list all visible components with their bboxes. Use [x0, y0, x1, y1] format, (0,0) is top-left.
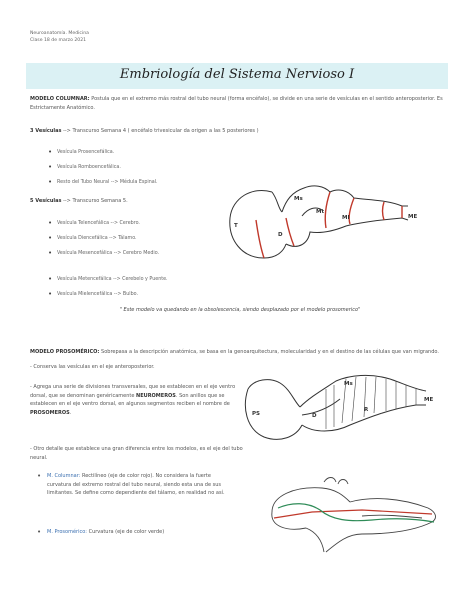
prosomeros-term: PROSOMEROS: [30, 409, 70, 416]
title-banner: [26, 63, 448, 89]
prosomeric-bullet-1: - Conserva las vesículas en el eje anteroposterior.: [30, 364, 155, 370]
axis-comparison-diagram: [252, 472, 452, 558]
label-me: ME: [408, 214, 418, 220]
label-me: ME: [424, 397, 434, 403]
b2-line-3: . Son anillos que se: [175, 392, 225, 399]
five-vesicles-label: 5 Vesículas: [30, 198, 62, 204]
m1-line-3: limitantes. Se define como dependiente del tálamo, en realidad no así.: [47, 490, 225, 497]
label-t: T: [234, 223, 238, 229]
three-vesicles-line: [30, 127, 259, 136]
m-columnar-label: M. Columnar:: [47, 473, 81, 479]
prosomeric-bullet-3: - Otro detalle que establece una gran diferencia entre los modelos, es el eje del tubo neural.: [30, 446, 243, 461]
m-columnar-item: [37, 472, 247, 498]
label-d: D: [312, 413, 317, 419]
m2-text: Curvatura (eje de color verde): [88, 529, 165, 535]
prosomeric-text: Sobrepasa a la descripción anatómica, se basa en la genoarquitectura, molecularidad y en el destino de las células que van migrando.: [101, 349, 439, 355]
prosomeric-bullet-2: - Agrega una serie de divisiones transversales, que se establecen en el eje ventro dorsal, que se denominan genéricamente NEUROMEROS. Son anillos que se establecen en el eje ventro dorsal, en algunos segmentos reciben el nombre de PROSOMEROS.: [30, 384, 236, 416]
list-item: • Vesícula Romboencefálica.: [57, 165, 121, 171]
prosomeric-label: MODELO PROSOMÉRICO:: [30, 349, 100, 355]
columnar-vesicles-diagram: [212, 178, 452, 264]
b2-line-4: establecen en el eje ventro dorsal, en algunos segmentos reciben el nombre de: [30, 401, 230, 408]
header-subject: Neuroanatomía. Medicina: [30, 31, 89, 36]
list-item: • Vesícula Metencefálica --> Cerebelo y Puente.: [57, 277, 168, 283]
neuromeros-term: NEUROMEROS: [136, 392, 176, 399]
header-date: Clase 18 de marzo 2021: [30, 37, 87, 43]
label-ms: Ms: [344, 381, 353, 387]
b2-line-2: dorsal, que se denominan genéricamente: [30, 392, 135, 399]
m1-line-2: curvatura del extremo rostral del tubo neural, siendo esta una de sus: [47, 481, 222, 488]
m1-line-1: Rectilíneo (eje de color rojo). No considera la fuerte: [81, 473, 211, 479]
columnar-text-1: Postula que en el extremo más rostral del tubo neural (forma encéfalo), se divide en una serie de vesículas en el sentido anteroposterior. Es: [91, 96, 443, 102]
columnar-text-2: Estrictamente Anatómico.: [30, 104, 95, 111]
m-prosomeric-label: M. Prosomérico:: [47, 529, 87, 535]
bullet-icon: •: [37, 528, 42, 536]
columnar-note: " Este modelo va quedando en la obsolescencia, siendo desplazado por el modelo prosomerico": [119, 307, 361, 313]
bullet-icon: •: [37, 472, 42, 480]
label-r: R: [364, 407, 369, 413]
label-ms: Ms: [294, 196, 303, 202]
columnar-label: MODELO COLUMNAR:: [30, 96, 90, 102]
label-ps: PS: [252, 411, 260, 417]
prosomeric-intro: [30, 348, 450, 357]
three-vesicles-label: 3 Vesículas: [30, 128, 62, 134]
columnar-intro: [30, 95, 450, 112]
list-item: • Vesícula Telencefálica --> Cerebro.: [57, 221, 140, 227]
list-item: • Resto del Tubo Neural --> Médula Espinal.: [57, 180, 158, 186]
label-mt: Mt: [316, 209, 325, 215]
list-item: • Vesícula Prosencefálica.: [57, 150, 114, 156]
prosomeric-neuromeres-diagram: [240, 367, 450, 447]
b2-line-1: - Agrega una serie de divisiones transversales, que se establecen en el eje ventro: [30, 384, 236, 390]
five-vesicles-text: --> Transcurso Semana 5.: [63, 198, 128, 204]
m-prosomeric-item: [37, 528, 165, 537]
three-vesicles-text: --> Transcurso Semana 4 ( encéfalo trivesicular da origen a las 5 posteriores ): [63, 128, 259, 134]
list-item: • Vesícula Mesencefálica --> Cerebro Medio.: [57, 251, 159, 257]
label-mi: MI: [342, 215, 350, 221]
label-d: D: [278, 232, 283, 238]
page-title: Embriología del Sistema Nervioso I: [119, 67, 355, 82]
list-item: • Vesícula Mielencefálica --> Bulbo.: [57, 292, 138, 298]
five-vesicles-line: [30, 197, 128, 206]
list-item: • Vesícula Diencefálica --> Tálamo.: [57, 236, 137, 242]
document-header: [30, 31, 89, 44]
